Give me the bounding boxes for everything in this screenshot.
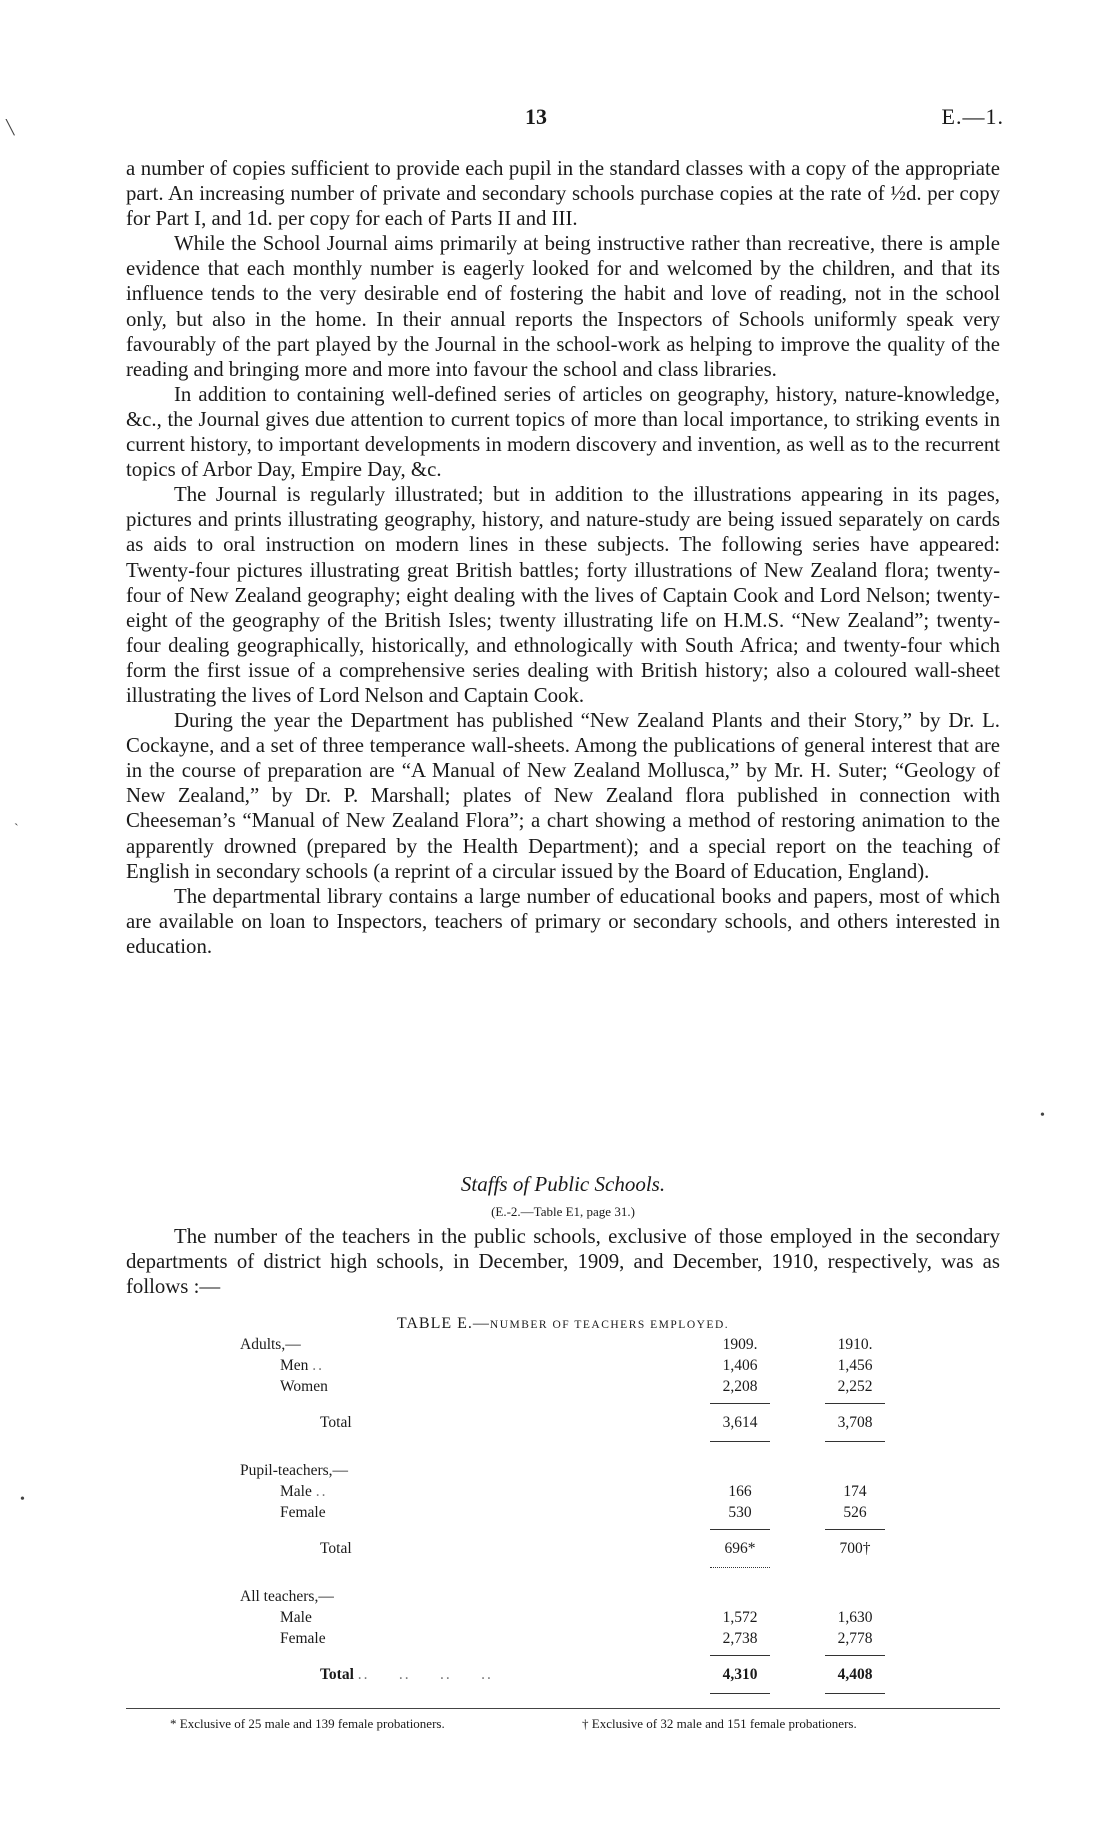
page-header: [0, 104, 1114, 134]
row-label: Women: [280, 1378, 328, 1395]
value-1909: 530: [728, 1504, 752, 1521]
group-heading: Adults,—: [240, 1336, 301, 1353]
value-1910: 526: [843, 1504, 867, 1521]
total-1909: 696*: [724, 1540, 756, 1557]
teachers-table: [240, 1336, 900, 1699]
row-label: Male ..: [280, 1483, 328, 1500]
total-label: Total: [320, 1414, 352, 1431]
paragraph: In addition to containing well-defined series of articles on geography, history, nature-knowledge, &c., the Journal gives due attention to current topics of more than local importance, to striking events in current history, to important developments in modern discovery and invention, as well as to the recurrent topics of Arbor Day, Empire Day, &c.: [126, 382, 1000, 482]
margin-mark: ╲: [6, 121, 15, 136]
total-1910: 4,408: [837, 1666, 873, 1683]
row-label: Male: [280, 1609, 312, 1626]
value-1909: 1,572: [722, 1609, 758, 1626]
total-rule: [240, 1437, 900, 1447]
subtotal-rule: [240, 1525, 900, 1535]
value-1909: 1,406: [722, 1357, 758, 1374]
row-label: Men ..: [280, 1357, 325, 1374]
value-1910: 1,630: [837, 1609, 873, 1626]
total-1910: 700†: [839, 1540, 871, 1557]
column-header-1910: 1910.: [837, 1336, 873, 1353]
value-1909: 2,738: [722, 1630, 758, 1647]
margin-mark: ˋ: [14, 822, 19, 837]
total-row: [240, 1535, 900, 1563]
table-row: [240, 1609, 900, 1630]
value-1909: 2,208: [722, 1378, 758, 1395]
column-header-1909: 1909.: [722, 1336, 758, 1353]
document-code: E.—1.: [941, 104, 1004, 129]
total-1909: 3,614: [722, 1414, 758, 1431]
value-1910: 2,778: [837, 1630, 873, 1647]
table-row: [240, 1378, 900, 1399]
total-rule: [240, 1689, 900, 1699]
value-1910: 2,252: [837, 1378, 873, 1395]
footnote: * Exclusive of 25 male and 139 female probationers.: [170, 1716, 445, 1731]
table-row: [240, 1630, 900, 1651]
total-row: [240, 1409, 900, 1437]
footnote: † Exclusive of 32 male and 151 female probationers.: [582, 1716, 857, 1731]
total-1910: 3,708: [837, 1414, 873, 1431]
footnote-rule: [126, 1708, 1000, 1709]
total-label: Total .. .. .. ..: [320, 1666, 493, 1683]
section-intro: [126, 1224, 1000, 1299]
paragraph: While the School Journal aims primarily at being instructive rather than recreative, there is ample evidence that each monthly number is eagerly looked for and welcomed by the children, and that its influence tends to the very desirable end of fostering the habit and love of reading, not in the school only, but also in the home. In their annual reports the Inspectors of Schools uniformly speak very favourably of the part played by the Journal in the school-work as helping to improve the quality of the reading and bringing more and more into favour the school and class libraries.: [126, 232, 1000, 381]
paragraph: During the year the Department has published “New Zealand Plants and their Story,” by Dr. L. Cockayne, and a set of three temperance wall-sheets. Among the publications of general interest that are in the course of preparation are “A Manual of New Zealand Mollusca,” by Mr. H. Suter; “Geology of New Zealand,” by Dr. P. Marshall; plates of New Zealand flora published in connection with Cheeseman’s “Manual of New Zealand Flora”; a chart showing a method of restoring animation to the apparently drowned (prepared by the Health Department); and a special report on the teaching of English in secondary schools (a reprint of a circular issued by the Board of Education, England).: [126, 709, 1000, 883]
table-caption-title: NUMBER OF TEACHERS EMPLOYED.: [489, 1319, 730, 1331]
table-row: [240, 1588, 900, 1609]
value-1910: 174: [843, 1483, 867, 1500]
paragraph: The number of the teachers in the public schools, exclusive of those employed in the secondary departments of district high schools, in December, 1909, and December, 1910, respectively, was as follows :—: [126, 1225, 1000, 1299]
table-row: [240, 1357, 900, 1378]
table-row: [240, 1462, 900, 1483]
body-text: [126, 156, 1000, 959]
value-1909: 166: [728, 1483, 752, 1500]
paragraph: a number of copies sufficient to provide each pupil in the standard classes with a copy of the appropriate part. An increasing number of private and secondary schools purchase copies at the rate of ½d. per copy for Part I, and 1d. per copy for each of Parts II and III.: [126, 157, 1000, 231]
subtotal-rule: [240, 1651, 900, 1661]
group-heading: All teachers,—: [240, 1588, 334, 1605]
total-label: Total: [320, 1540, 352, 1557]
paragraph: The departmental library contains a large number of educational books and papers, most of which are available on loan to Inspectors, teachers of primary or secondary schools, and others interested in education.: [126, 884, 1000, 958]
table-row: [240, 1483, 900, 1504]
total-1909: 4,310: [722, 1666, 758, 1683]
margin-mark: •: [1040, 1108, 1045, 1123]
subtotal-rule: [240, 1399, 900, 1409]
section-title: Staffs of Public Schools.: [460, 1172, 666, 1196]
total-row: [240, 1661, 900, 1689]
group-heading: Pupil-teachers,—: [240, 1462, 349, 1479]
value-1910: 1,456: [837, 1357, 873, 1374]
row-label: Female: [280, 1630, 326, 1647]
margin-mark: •: [20, 1492, 25, 1507]
paragraph: The Journal is regularly illustrated; but in addition to the illustrations appearing in its pages, pictures and prints illustrating geography, history, and nature-study are being issued separately on cards as aids to oral instruction on modern lines in these subjects. The following series have appeared: Twenty-four pictures illustrating great British battles; forty illustrations of New Zealand flora; twenty-four of New Zealand geography; eight dealing with the lives of Captain Cook and Lord Nelson; twenty-eight of the geography of the British Isles; twenty illustrating life on H.M.S. “New Zealand”; twenty-four dealing geographically, historically, and ethnologically with South Africa; and twenty-four which form the first issue of a comprehensive series dealing with British history; also a coloured wall-sheet illustrating the lives of Lord Nelson and Captain Cook.: [126, 483, 1000, 707]
total-rule: [240, 1563, 900, 1573]
section-reference: (E.-2.—Table E1, page 31.): [491, 1204, 635, 1219]
page-number: 13: [525, 104, 547, 129]
row-label: Female: [280, 1504, 326, 1521]
table-caption: [126, 1315, 1000, 1333]
table-row: [240, 1504, 900, 1525]
table-row: [240, 1336, 900, 1357]
table-caption-prefix: TABLE E.—: [396, 1315, 490, 1332]
